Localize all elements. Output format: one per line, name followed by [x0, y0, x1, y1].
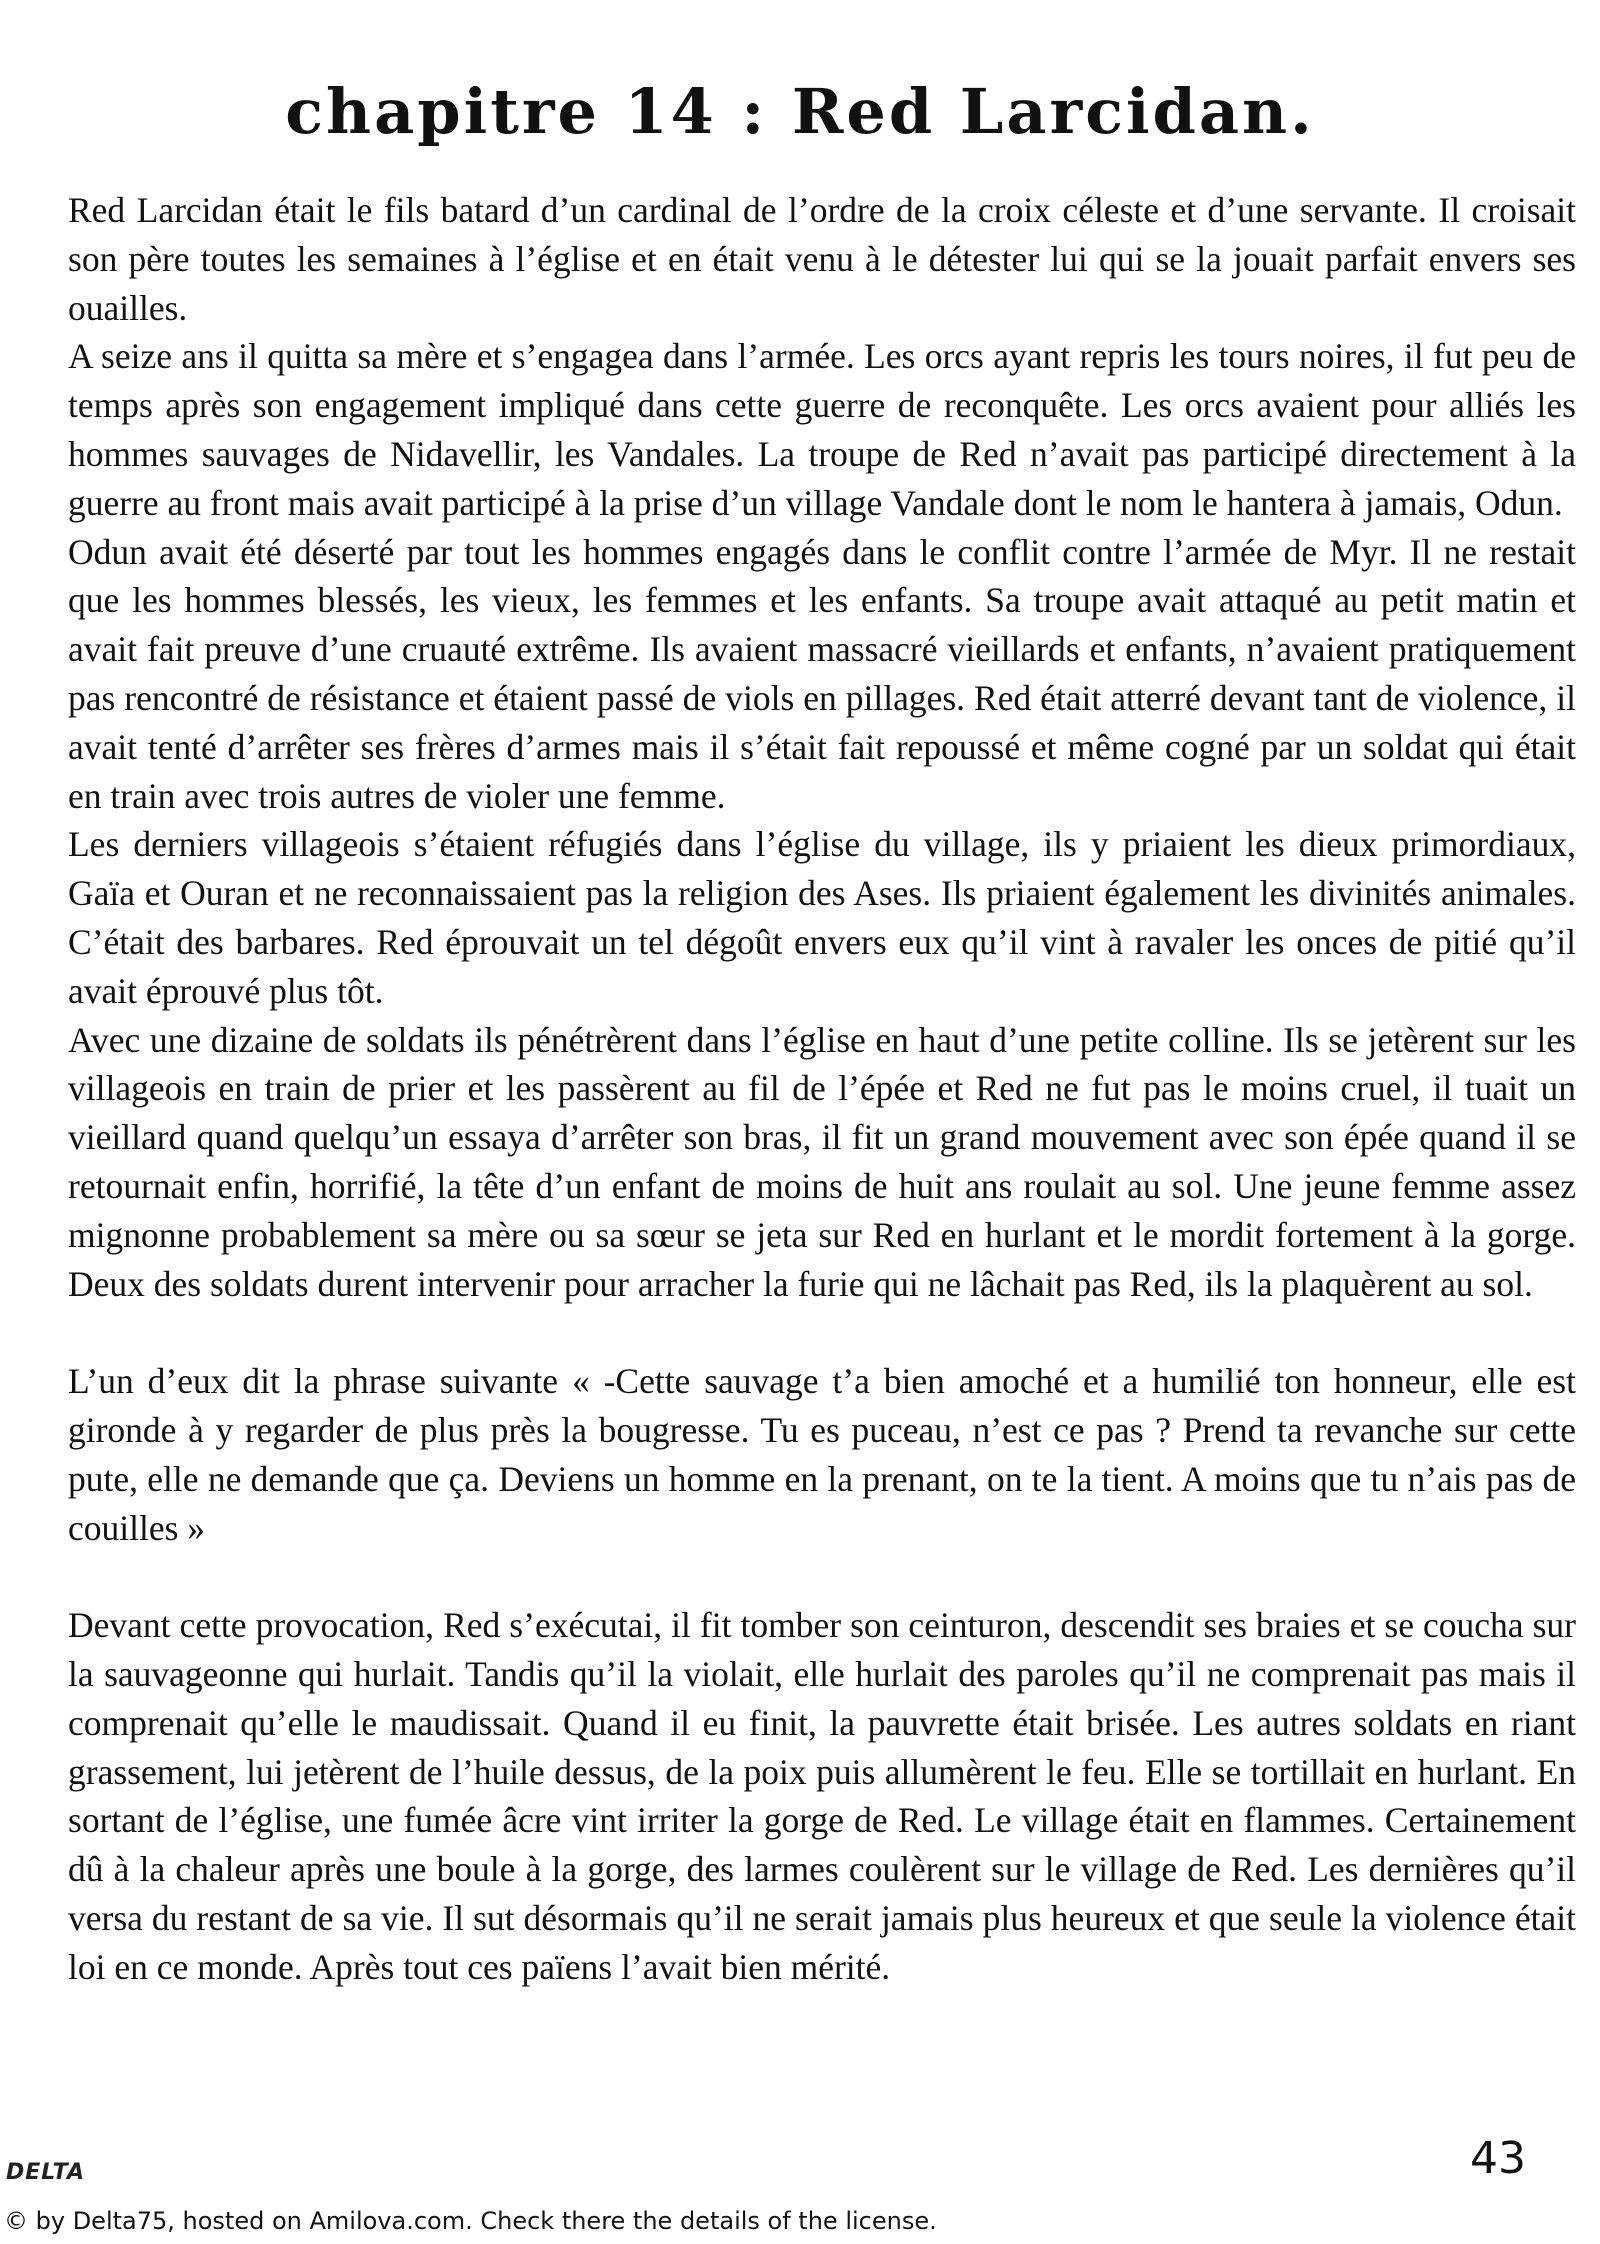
delta-logo: DELTA	[6, 2160, 85, 2185]
paragraph: Red Larcidan était le fils batard d’un cardinal de l’ordre de la croix céleste et d’une servante. Il croisait son père toutes les semaines à l’église et en était venu à le détester lui qui se la jouait parfait envers ses ouailles.	[68, 190, 1576, 328]
paragraph: A seize ans il quitta sa mère et s’engagea dans l’armée. Les orcs ayant repris les tours noires, il fut peu de temps après son engagement impliqué dans cette guerre de reconquête. Les orcs avaient pour alliés les hommes sauvages de Nidavellir, les Vandales. La troupe de Red n’avait pas participé directement à la guerre au front mais avait participé à la prise d’un village Vandale dont le nom le hantera à jamais, Odun.	[68, 336, 1576, 523]
paragraph: Odun avait été déserté par tout les hommes engagés dans le conflit contre l’armée de Myr. Il ne restait que les hommes blessés, les vieux, les femmes et les enfants. Sa troupe avait attaqué au petit matin et avait fait preuve d’une cruauté extrême. Ils avaient massacré vieillards et enfants, n’avaient pratiquement pas rencontré de résistance et étaient passé de viols en pillages. Red était atterré devant tant de violence, il avait tenté d’arrêter ses frères d’armes mais il s’était fait repoussé et même cogné par un soldat qui était en train avec trois autres de violer une femme.	[68, 531, 1576, 816]
page-number: 43	[1470, 2133, 1526, 2184]
chapter-title: chapitre 14 : Red Larcidan.	[285, 75, 1315, 148]
paragraph: L’un d’eux dit la phrase suivante « -Cette sauvage t’a bien amoché et a humilié ton honneur, elle est gironde à y regarder de plus près la bougresse. Tu es puceau, n’est ce pas ? Prend ta revanche sur cette pute, elle ne demande que ça. Deviens un homme en la prenant, on te la tient. A moins que tu n’ais pas de couilles »	[68, 1361, 1576, 1548]
license-footer: © by Delta75, hosted on Amilova.com. Check there the details of the license.	[4, 2207, 937, 2235]
paragraph: Avec une dizaine de soldats ils pénétrèrent dans l’église en haut d’une petite colline. Ils se jetèrent sur les villageois en train de prier et les passèrent au fil de l’épée et Red ne fut pas le moins cruel, il tuait un vieillard quand quelqu’un essaya d’arrêter son bras, il fit un grand mouvement avec son épée quand il se retournait enfin, horrifié, la tête d’un enfant de moins de huit ans roulait au sol. Une jeune femme assez mignonne probablement sa mère ou sa sœur se jeta sur Red en hurlant et le mordit fortement à la gorge. Deux des soldats durent intervenir pour arracher la furie qui ne lâchait pas Red, ils la plaquèrent au sol.	[68, 1019, 1576, 1304]
paragraph: Les derniers villageois s’étaient réfugiés dans l’église du village, ils y priaient les dieux primordiaux, Gaïa et Ouran et ne reconnaissaient pas la religion des Ases. Ils priaient également les divinités animales. C’était des barbares. Red éprouvait un tel dégoût envers eux qu’il vint à ravaler les onces de pitié qu’il avait éprouvé plus tôt.	[68, 824, 1576, 1011]
paragraph: Devant cette provocation, Red s’exécutai, il fit tomber son ceinturon, descendit ses braies et se coucha sur la sauvageonne qui hurlait. Tandis qu’il la violait, elle hurlait des paroles qu’il ne comprenait pas mais il comprenait qu’elle le maudissait. Quand il eu finit, la pauvrette était brisée. Les autres soldats en riant grassement, lui jetèrent de l’huile dessus, de la poix puis allumèrent le feu. Elle se tortillait en hurlant. En sortant de l’église, une fumée âcre vint irriter la gorge de Red. Le village était en flammes. Certainement dû à la chaleur après une boule à la gorge, des larmes coulèrent sur le village de Red. Les dernières qu’il versa du restant de sa vie. Il sut désormais qu’il ne serait jamais plus heureux et que seule la violence était loi en ce monde. Après tout ces païens l’avait bien mérité.	[68, 1605, 1576, 1987]
story-text	[68, 186, 1576, 1991]
